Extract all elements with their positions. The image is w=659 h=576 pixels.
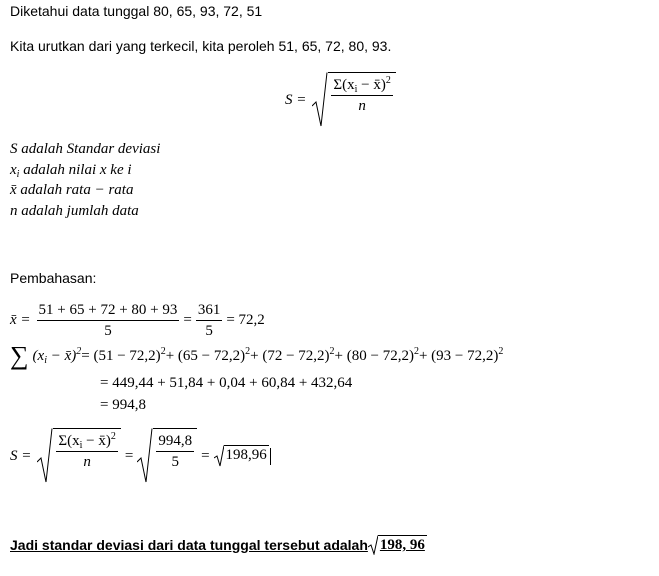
sd-sqrt-3 <box>214 445 269 467</box>
sqrt-sign-icon <box>312 72 328 128</box>
sum-squares-line1: ∑ ($x_i$ − x̄)$^2$ = $(51 - 72,2)^2$ + $(65 - 72,2)^2$ + $(72 - 72,2)^2$ + $(80 - 72,2)^2$ + $(93 - 72,2)^2$ <box>10 341 504 370</box>
formula-lhs: S = <box>285 91 307 108</box>
conclusion <box>10 535 427 555</box>
mean-calculation: x̄ = $\frac{51 + 65 + 72 + 80 + 93}{5}$ = $\frac{361}{5}$ = 72,2 <box>10 302 265 339</box>
conclusion-sqrt <box>368 535 427 555</box>
def-s: S adalah Standar deviasi <box>10 141 161 157</box>
sd-result: 198,96 <box>224 445 269 467</box>
sigma-icon: ∑ <box>10 341 29 370</box>
sd-calculation: S = $\frac{\Sigma(x_i - x̄)^2}{n}$ = $\frac{994,8}{5}$ = 198,96 <box>10 428 271 484</box>
mean-lhs: x̄ = <box>10 312 31 328</box>
sd-sqrt-1: $\frac{\Sigma(x_i - x̄)^2}{n}$ <box>37 428 120 484</box>
def-xbar: x̄ adalah rata − rata <box>10 182 134 198</box>
mean-fraction-2: $\frac{361}{5}$ <box>197 302 221 339</box>
formula-sqrt <box>312 72 395 128</box>
sqrt-sign-icon <box>214 445 224 467</box>
sd-sqrt-2: $\frac{994,8}{5}$ <box>137 428 197 484</box>
text-cursor <box>270 448 272 465</box>
formula-fraction: $\frac{\Sigma(x_i - x̄)^2}{n}$ <box>333 75 391 114</box>
sqrt-sign-icon <box>368 535 378 555</box>
sum-squares-line3: = 994,8 <box>100 397 146 413</box>
sum-squares-line2: = 449,44 + 51,84 + 0,04 + 60,84 + 432,64 <box>100 375 353 391</box>
conclusion-text: Jadi standar deviasi dari data tunggal tersebut adalah <box>10 537 368 553</box>
sqrt-sign-icon <box>37 428 53 484</box>
mean-fraction: $\frac{51 + 65 + 72 + 80 + 93}{5}$ <box>38 302 178 339</box>
sqrt-sign-icon <box>137 428 153 484</box>
pembahasan-heading: Pembahasan: <box>10 270 97 286</box>
sd-formula <box>285 72 396 128</box>
conclusion-result: 198, 96 <box>379 537 425 553</box>
mean-result: = 72,2 <box>226 312 265 328</box>
sorted-text: Kita urutkan dari yang terkecil, kita peroleh 51, 65, 72, 80, 93. <box>10 38 392 54</box>
def-xi: $x_i$ adalah nilai x ke i <box>10 162 132 180</box>
intro-text: Diketahui data tunggal 80, 65, 93, 72, 51 <box>10 3 263 19</box>
def-n: n adalah jumlah data <box>10 203 139 219</box>
